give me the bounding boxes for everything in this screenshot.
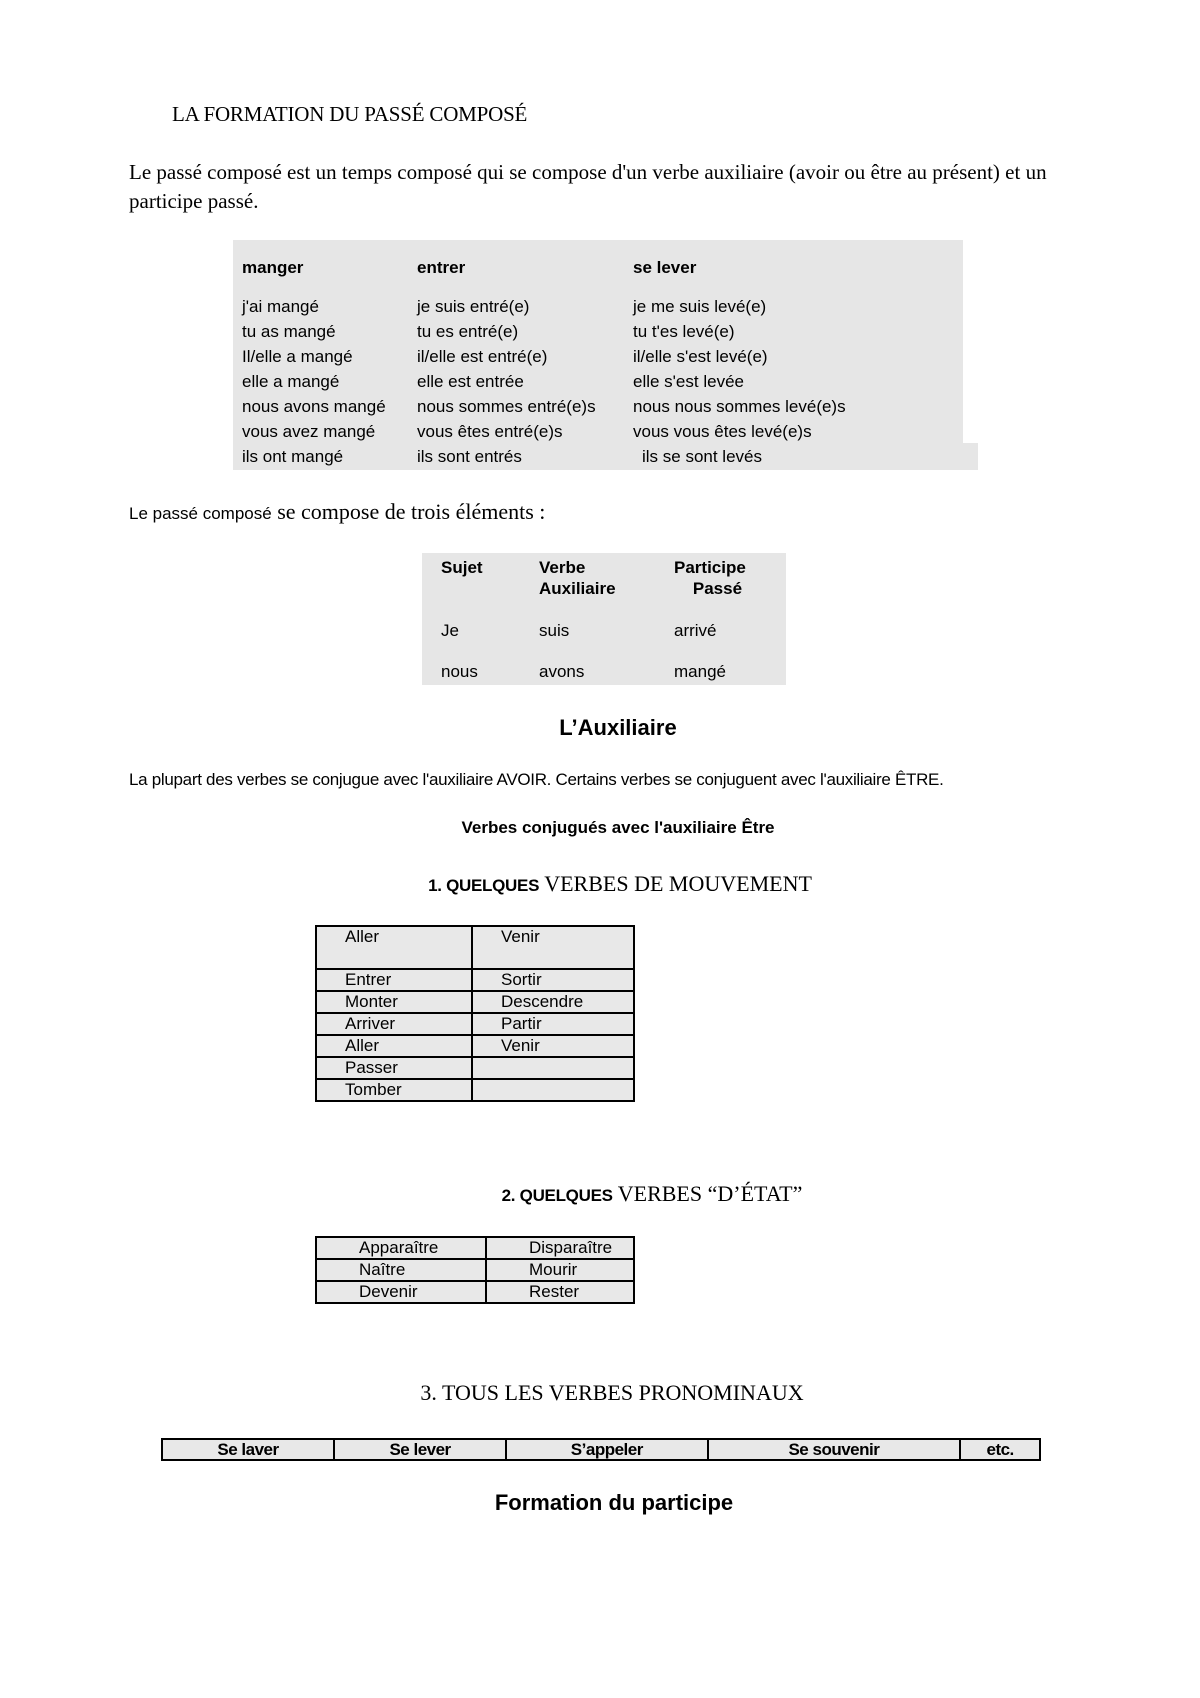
table-cell: Partir [472,1013,634,1035]
table-row [316,1281,634,1303]
table-cell: Venir [472,926,634,969]
elements-cell: suis [539,621,570,640]
elements-header-sujet: Sujet [441,558,483,577]
document-title: LA FORMATION DU PASSÉ COMPOSÉ [172,102,528,126]
auxiliaire-paragraph: La plupart des verbes se conjugue avec l'auxiliaire AVOIR. Certains verbes se conjuguent avec l'auxiliaire ÊTRE. [129,770,944,789]
conjugation-cell: vous vous êtes levé(e)s [633,422,812,441]
table-cell: Se lever [334,1439,506,1460]
section1-heading-number: 1. QUELQUES [428,876,540,895]
conjugation-cell: elle a mangé [242,372,340,391]
conjugation-cell: j'ai mangé [242,297,319,316]
conjugation-cell: nous avons mangé [242,397,386,416]
table-cell: Arriver [316,1013,472,1035]
conjugation-column-manger [242,294,386,469]
conjugation-cell: ils sont entrés [417,447,522,466]
conjugation-cell: Il/elle a mangé [242,347,353,366]
table-row [316,1035,634,1057]
table-cell: Passer [316,1057,472,1079]
state-verbs-table [315,1236,635,1304]
table-row [316,1259,634,1281]
conjugation-cell: vous avez mangé [242,422,376,441]
table-cell: Disparaître [486,1237,634,1259]
elements-cell: avons [539,662,585,681]
elements-cell: Je [441,621,459,640]
elements-cell: mangé [674,662,726,681]
table-cell: Apparaître [316,1237,486,1259]
conjugation-cell: tu es entré(e) [417,322,519,341]
table-cell: Monter [316,991,472,1013]
elements-intro-small: Le passé composé [129,504,272,523]
table-cell: Venir [472,1035,634,1057]
table-cell: etc. [960,1439,1040,1460]
table-row [316,1057,634,1079]
table-row [316,991,634,1013]
elements-header-verbe-auxiliaire: Verbe Auxiliaire [539,558,616,598]
table-cell: Sortir [472,969,634,991]
table-cell: Tomber [316,1079,472,1101]
conjugation-cell: il/elle est entré(e) [417,347,548,366]
conjugation-header-manger: manger [242,258,304,277]
elements-intro-big: se compose de trois éléments : [271,499,546,524]
table-row [162,1439,1040,1460]
intro-paragraph: Le passé composé est un temps composé qui se compose d'un verbe auxiliaire (avoir ou être au présent) et un participe passé. [129,160,1047,213]
conjugation-cell: il/elle s'est levé(e) [633,347,768,366]
conjugation-cell: nous sommes entré(e)s [417,397,596,416]
table-cell: Devenir [316,1281,486,1303]
table-cell [472,1057,634,1079]
table-cell: S’appeler [506,1439,707,1460]
section1-heading [0,871,1200,897]
section1-heading-text: VERBES DE MOUVEMENT [539,871,812,896]
conjugation-header-entrer: entrer [417,258,466,277]
table-row [316,926,634,969]
table-cell: Se souvenir [708,1439,961,1460]
participe-heading: Formation du participe [494,1490,734,1515]
conjugation-cell: je me suis levé(e) [633,297,767,316]
elements-header-participe-passe: Participe Passé [674,558,746,598]
table-row [316,1237,634,1259]
table-row [316,1013,634,1035]
table-cell: Se laver [162,1439,334,1460]
table-cell: Aller [316,1035,472,1057]
conjugation-cell: elle est entrée [417,372,524,391]
table-row [316,1079,634,1101]
conjugation-column-se-lever [633,294,846,469]
conjugation-column-entrer [417,294,596,469]
table-cell: Rester [486,1281,634,1303]
section3-heading: 3. TOUS LES VERBES PRONOMINAUX [420,1380,804,1405]
conjugation-cell: ils se sont levés [642,447,762,466]
table-cell: Naître [316,1259,486,1281]
conjugation-cell: tu t'es levé(e) [633,322,735,341]
pronominal-verbs-table [161,1438,1041,1461]
elements-intro [129,499,545,525]
conjugation-cell: elle s'est levée [633,372,744,391]
conjugation-cell: ils ont mangé [242,447,344,466]
elements-cell: nous [441,662,478,681]
conjugation-cell: tu as mangé [242,322,336,341]
table-cell: Entrer [316,969,472,991]
conjugation-cell: je suis entré(e) [417,297,530,316]
conjugation-header-se-lever: se lever [633,258,697,277]
table-row [316,969,634,991]
table-cell [472,1079,634,1101]
section2-heading [32,1181,1200,1207]
section2-heading-number: 2. QUELQUES [501,1186,613,1205]
section2-heading-text: VERBES “D’ÉTAT” [612,1181,803,1206]
elements-cell: arrivé [674,621,717,640]
table-cell: Mourir [486,1259,634,1281]
table-cell: Descendre [472,991,634,1013]
auxiliaire-heading: L’Auxiliaire [559,715,677,740]
conjugation-cell: vous êtes entré(e)s [417,422,563,441]
conjugation-cell: nous nous sommes levé(e)s [633,397,846,416]
etre-verbs-heading: Verbes conjugués avec l'auxiliaire Être [461,818,775,837]
movement-verbs-table [315,925,635,1102]
table-cell: Aller [316,926,472,969]
